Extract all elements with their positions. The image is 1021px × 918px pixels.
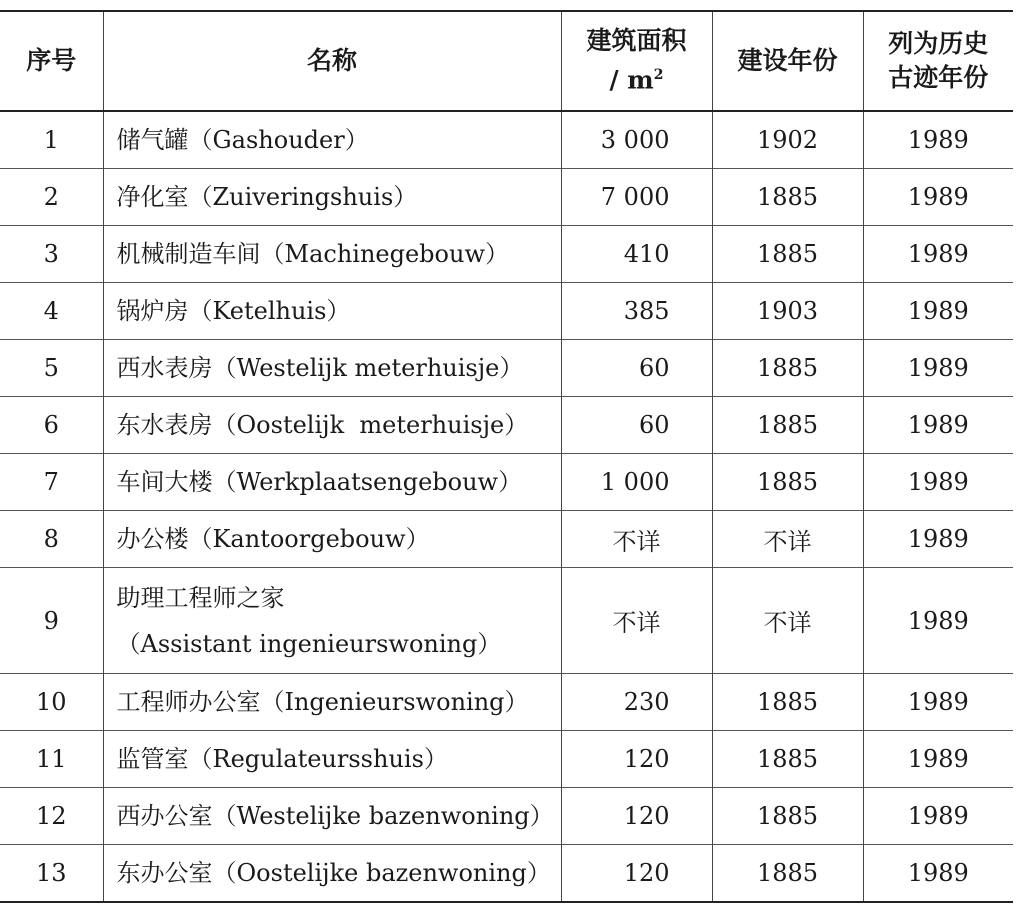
cell-name xyxy=(103,568,561,674)
heritage-buildings-table xyxy=(0,10,1013,903)
table-row xyxy=(0,111,1013,169)
cell-area: 385 xyxy=(561,283,712,340)
table-wrapper xyxy=(0,10,1013,903)
cell-built-year: 1902 xyxy=(712,111,863,169)
cell-index: 6 xyxy=(0,397,103,454)
cell-built-year: 不详 xyxy=(712,568,863,674)
header-index: 序号 xyxy=(0,11,103,111)
header-area-unit: / m xyxy=(609,65,654,95)
cell-name: 东水表房（Oostelijk meterhuisje） xyxy=(103,397,561,454)
table-row xyxy=(0,511,1013,568)
table-row xyxy=(0,674,1013,731)
cell-name: 东办公室（Oostelijke bazenwoning） xyxy=(103,845,561,903)
cell-name: 机械制造车间（Machinegebouw） xyxy=(103,226,561,283)
cell-index: 5 xyxy=(0,340,103,397)
cell-listed-year: 1989 xyxy=(863,340,1013,397)
cell-built-year: 不详 xyxy=(712,511,863,568)
cell-listed-year: 1989 xyxy=(863,731,1013,788)
cell-name: 西水表房（Westelijk meterhuisje） xyxy=(103,340,561,397)
cell-area: 3 000 xyxy=(561,111,712,169)
header-name: 名称 xyxy=(103,11,561,111)
table-row xyxy=(0,788,1013,845)
cell-listed-year: 1989 xyxy=(863,169,1013,226)
cell-index: 1 xyxy=(43,126,59,154)
cell-index: 9 xyxy=(0,568,103,674)
cell-index: 12 xyxy=(0,788,103,845)
cell-area: 410 xyxy=(561,226,712,283)
cell-name: 锅炉房（Ketelhuis） xyxy=(103,283,561,340)
cell-area: 230 xyxy=(561,674,712,731)
cell-listed-year: 1989 xyxy=(863,788,1013,845)
header-area xyxy=(561,11,712,111)
cell-listed-year: 1989 xyxy=(863,111,1013,169)
cell-area: 不详 xyxy=(561,568,712,674)
cell-index: 4 xyxy=(0,283,103,340)
header-area-label: 建筑面积 xyxy=(586,26,687,56)
table-row xyxy=(0,226,1013,283)
cell-index: 7 xyxy=(0,454,103,511)
table-body xyxy=(0,111,1013,902)
cell-built-year: 1885 xyxy=(712,731,863,788)
header-listed-line2: 古迹年份 xyxy=(888,63,989,92)
cell-name-line2: （Assistant ingenieurswoning） xyxy=(116,629,502,658)
table-row xyxy=(0,568,1013,674)
cell-name: 净化室（Zuiveringshuis） xyxy=(103,169,561,226)
cell-listed-year: 1989 xyxy=(863,454,1013,511)
cell-listed-year: 1989 xyxy=(863,397,1013,454)
cell-listed-year: 1989 xyxy=(863,568,1013,674)
cell-built-year: 1903 xyxy=(712,283,863,340)
cell-area: 7 000 xyxy=(561,169,712,226)
cell-area: 120 xyxy=(561,731,712,788)
table-row xyxy=(0,731,1013,788)
header-listed-line1: 列为历史 xyxy=(888,29,989,58)
cell-area: 1 000 xyxy=(561,454,712,511)
cell-listed-year: 1989 xyxy=(863,283,1013,340)
cell-area: 不详 xyxy=(561,511,712,568)
cell-index: 8 xyxy=(0,511,103,568)
cell-index: 11 xyxy=(0,731,103,788)
cell-area: 60 xyxy=(561,397,712,454)
cell-listed-year: 1989 xyxy=(863,511,1013,568)
cell-built-year: 1885 xyxy=(712,226,863,283)
cell-area: 60 xyxy=(561,340,712,397)
cell-area: 120 xyxy=(561,788,712,845)
cell-name: 监管室（Regulateursshuis） xyxy=(103,731,561,788)
cell-built-year: 1885 xyxy=(712,340,863,397)
header-row xyxy=(0,11,1013,111)
cell-name-line1: 助理工程师之家 xyxy=(116,583,285,612)
table-row xyxy=(0,283,1013,340)
cell-built-year: 1885 xyxy=(712,845,863,903)
cell-index: 10 xyxy=(0,674,103,731)
table-row xyxy=(0,454,1013,511)
cell-listed-year: 1989 xyxy=(863,845,1013,903)
cell-name: 车间大楼（Werkplaatsengebouw） xyxy=(103,454,561,511)
cell-built-year: 1885 xyxy=(712,169,863,226)
cell-index: 2 xyxy=(0,169,103,226)
cell-name: 办公楼（Kantoorgebouw） xyxy=(103,511,561,568)
cell-index: 13 xyxy=(0,845,103,903)
table-row xyxy=(0,169,1013,226)
cell-built-year: 1885 xyxy=(712,788,863,845)
cell-listed-year: 1989 xyxy=(863,674,1013,731)
cell-name: 西办公室（Westelijke bazenwoning） xyxy=(103,788,561,845)
cell-built-year: 1885 xyxy=(712,454,863,511)
table-header xyxy=(0,11,1013,111)
header-built-year: 建设年份 xyxy=(712,11,863,111)
cell-built-year: 1885 xyxy=(712,674,863,731)
table-row xyxy=(0,397,1013,454)
cell-built-year: 1885 xyxy=(712,397,863,454)
cell-name: 工程师办公室（Ingenieurswoning） xyxy=(103,674,561,731)
cell-listed-year: 1989 xyxy=(863,226,1013,283)
cell-area: 120 xyxy=(561,845,712,903)
cell-index: 3 xyxy=(0,226,103,283)
cell-name: 储气罐（Gashouder） xyxy=(103,111,561,169)
table-row xyxy=(0,340,1013,397)
header-area-unit-exponent: 2 xyxy=(653,67,664,84)
header-listed-year xyxy=(863,11,1013,111)
table-row xyxy=(0,845,1013,903)
